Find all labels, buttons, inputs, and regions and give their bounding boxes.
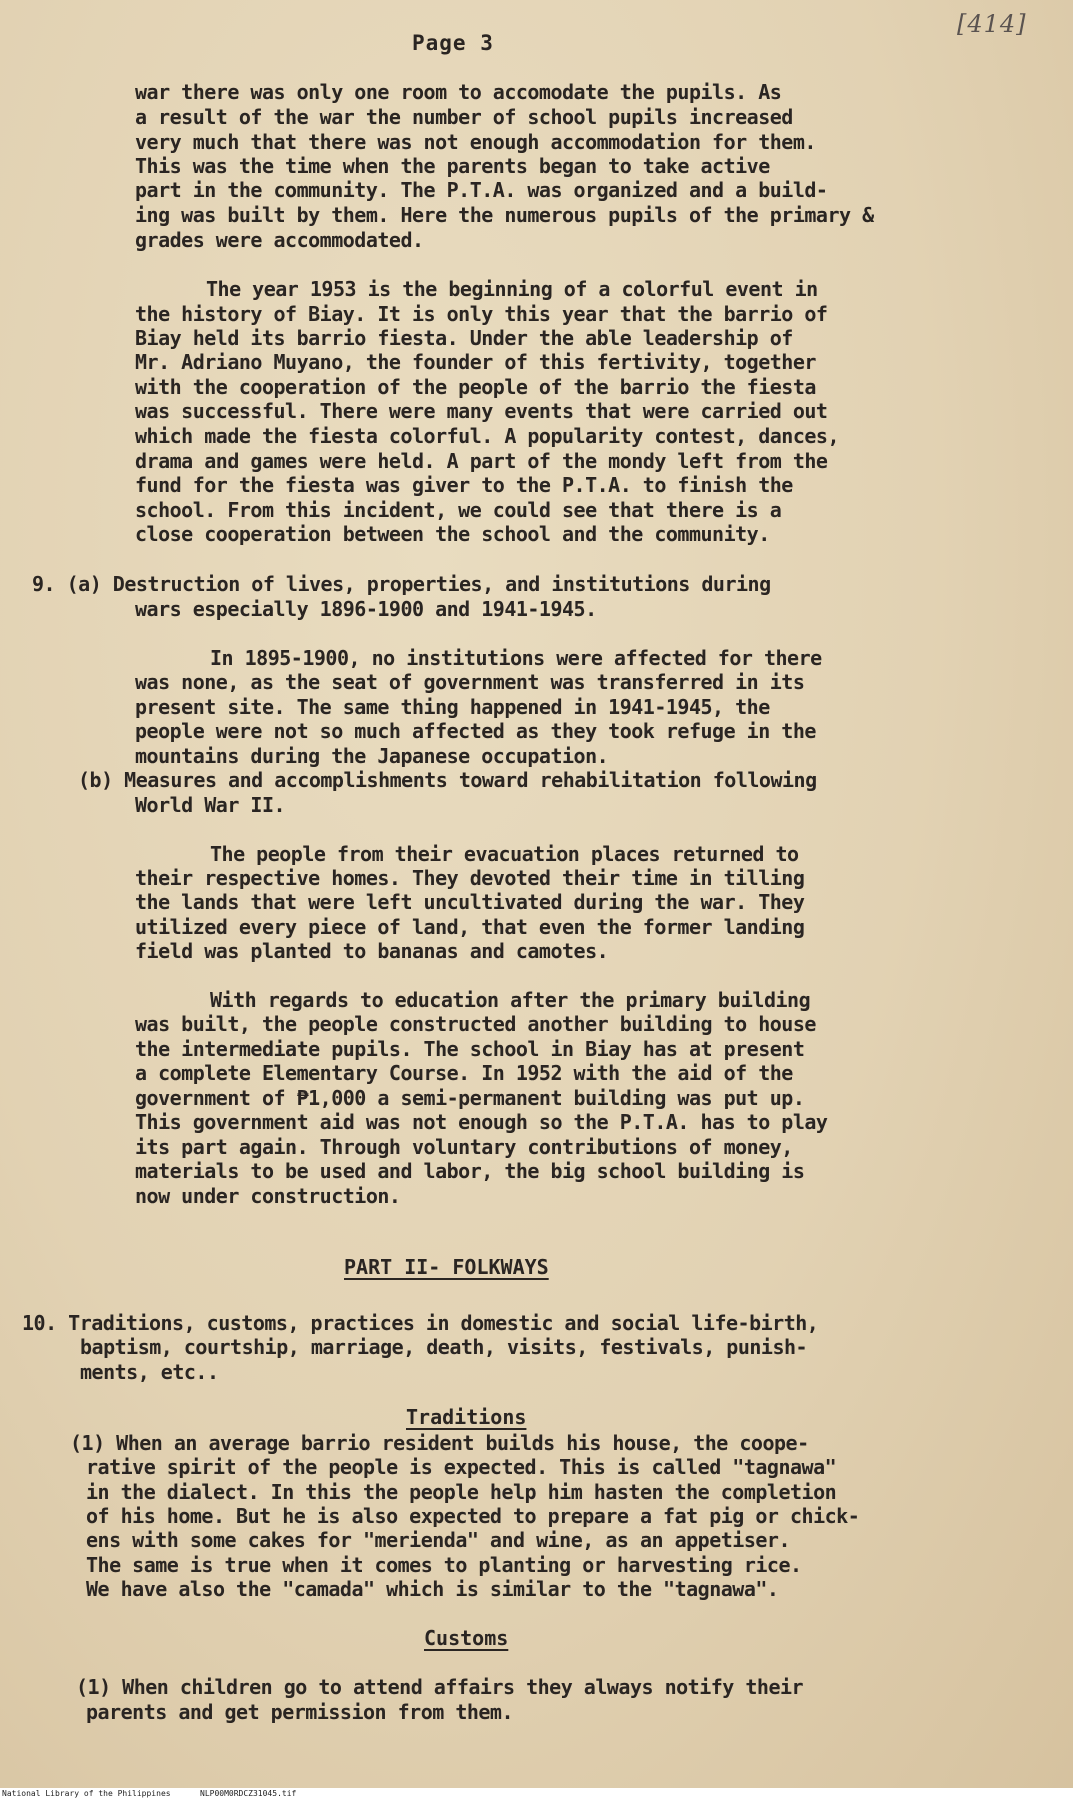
text-line: its part again. Through voluntary contributions of money, — [135, 1135, 793, 1159]
text-line: ments, etc.. — [80, 1360, 219, 1384]
text-line: people were not so much affected as they took refuge in the — [135, 719, 816, 743]
text-line: school. From this incident, we could see that there is a — [135, 498, 782, 522]
text-line: was none, as the seat of government was transferred in its — [135, 670, 805, 694]
text-line: Mr. Adriano Muyano, the founder of this fertivity, together — [135, 350, 816, 374]
archive-page-mark: [414] — [957, 10, 1027, 38]
text-line: World War II. — [135, 793, 286, 817]
text-line: grades were accommodated. — [135, 228, 424, 252]
text-line: With regards to education after the primary building — [210, 988, 811, 1012]
text-line: war there was only one room to accomodate the pupils. As — [135, 80, 782, 104]
text-line: close cooperation between the school and the community. — [135, 522, 770, 546]
text-line: In 1895-1900, no institutions were affected for there — [210, 646, 822, 670]
text-line: drama and games were held. A part of the mondy left from the — [135, 449, 828, 473]
text-line: now under construction. — [135, 1184, 401, 1208]
page-number: Page 3 — [412, 31, 494, 55]
text-line: of his home. But he is also expected to prepare a fat pig or chick- — [86, 1504, 860, 1528]
text-line: was built, the people constructed another building to house — [135, 1012, 816, 1036]
text-line: ens with some cakes for "merienda" and wine, as an appetiser. — [86, 1528, 791, 1552]
text-line: very much that there was not enough accommodation for them. — [135, 130, 816, 154]
text-line: in the dialect. In this the people help him hasten the completion — [86, 1480, 837, 1504]
text-line: rative spirit of the people is expected. This is called "tagnawa" — [86, 1455, 837, 1479]
footer-filename: NLP00M0RDCZ31045.tif — [200, 1789, 297, 1798]
text-line: was successful. There were many events that were carried out — [135, 399, 828, 423]
text-line: The year 1953 is the beginning of a colorful event in — [206, 277, 818, 301]
text-line: (1) When an average barrio resident builds his house, the coope- — [70, 1431, 809, 1455]
text-line: a result of the war the number of school pupils increased — [135, 105, 793, 129]
text-line: a complete Elementary Course. In 1952 with the aid of the — [135, 1061, 793, 1085]
text-line: part in the community. The P.T.A. was organized and a build- — [135, 178, 828, 202]
text-line: with the cooperation of the people of the barrio the fiesta — [135, 375, 816, 399]
text-line: government of ₱1,000 a semi-permanent building was put up. — [135, 1086, 805, 1110]
section-heading: PART II- FOLKWAYS — [344, 1255, 549, 1279]
text-line: This was the time when the parents began to take active — [135, 154, 770, 178]
subsection-heading: Customs — [424, 1626, 509, 1650]
text-line: This government aid was not enough so the P.T.A. has to play — [135, 1110, 828, 1134]
text-line: utilized every piece of land, that even the former landing — [135, 915, 805, 939]
text-line: the history of Biay. It is only this year that the barrio of — [135, 302, 828, 326]
text-line: their respective homes. They devoted their time in tilling — [135, 866, 805, 890]
text-line: The same is true when it comes to planting or harvesting rice. — [86, 1553, 802, 1577]
text-line: the intermediate pupils. The school in Biay has at present — [135, 1037, 805, 1061]
text-line: which made the fiesta colorful. A popularity contest, dances, — [135, 424, 840, 448]
subsection-heading: Traditions — [406, 1405, 527, 1429]
text-line: wars especially 1896-1900 and 1941-1945. — [135, 597, 597, 621]
text-line: materials to be used and labor, the big school building is — [135, 1159, 805, 1183]
text-line: fund for the fiesta was giver to the P.T.A. to finish the — [135, 473, 793, 497]
text-line: ing was built by them. Here the numerous pupils of the primary & — [135, 203, 874, 227]
text-line: baptism, courtship, marriage, death, visits, festivals, punish- — [80, 1335, 808, 1359]
question-10: 10. Traditions, customs, practices in domestic and social life-birth, — [22, 1311, 819, 1335]
footer-source: National Library of the Philippines — [2, 1789, 171, 1798]
text-line: the lands that were left uncultivated during the war. They — [135, 890, 805, 914]
question-9b: (b) Measures and accomplishments toward rehabilitation following — [78, 768, 817, 792]
text-line: mountains during the Japanese occupation. — [135, 744, 609, 768]
text-line: The people from their evacuation places returned to — [210, 842, 799, 866]
text-line: field was planted to bananas and camotes. — [135, 939, 609, 963]
text-line: We have also the "camada" which is similar to the "tagnawa". — [86, 1577, 779, 1601]
text-line: Biay held its barrio fiesta. Under the able leadership of — [135, 326, 793, 350]
question-9a: 9. (a) Destruction of lives, properties, and institutions during — [32, 572, 771, 596]
scan-footer — [0, 1788, 1073, 1800]
text-line: (1) When children go to attend affairs they always notify their — [76, 1675, 804, 1699]
text-line: parents and get permission from them. — [86, 1700, 514, 1724]
text-line: present site. The same thing happened in 1941-1945, the — [135, 695, 770, 719]
